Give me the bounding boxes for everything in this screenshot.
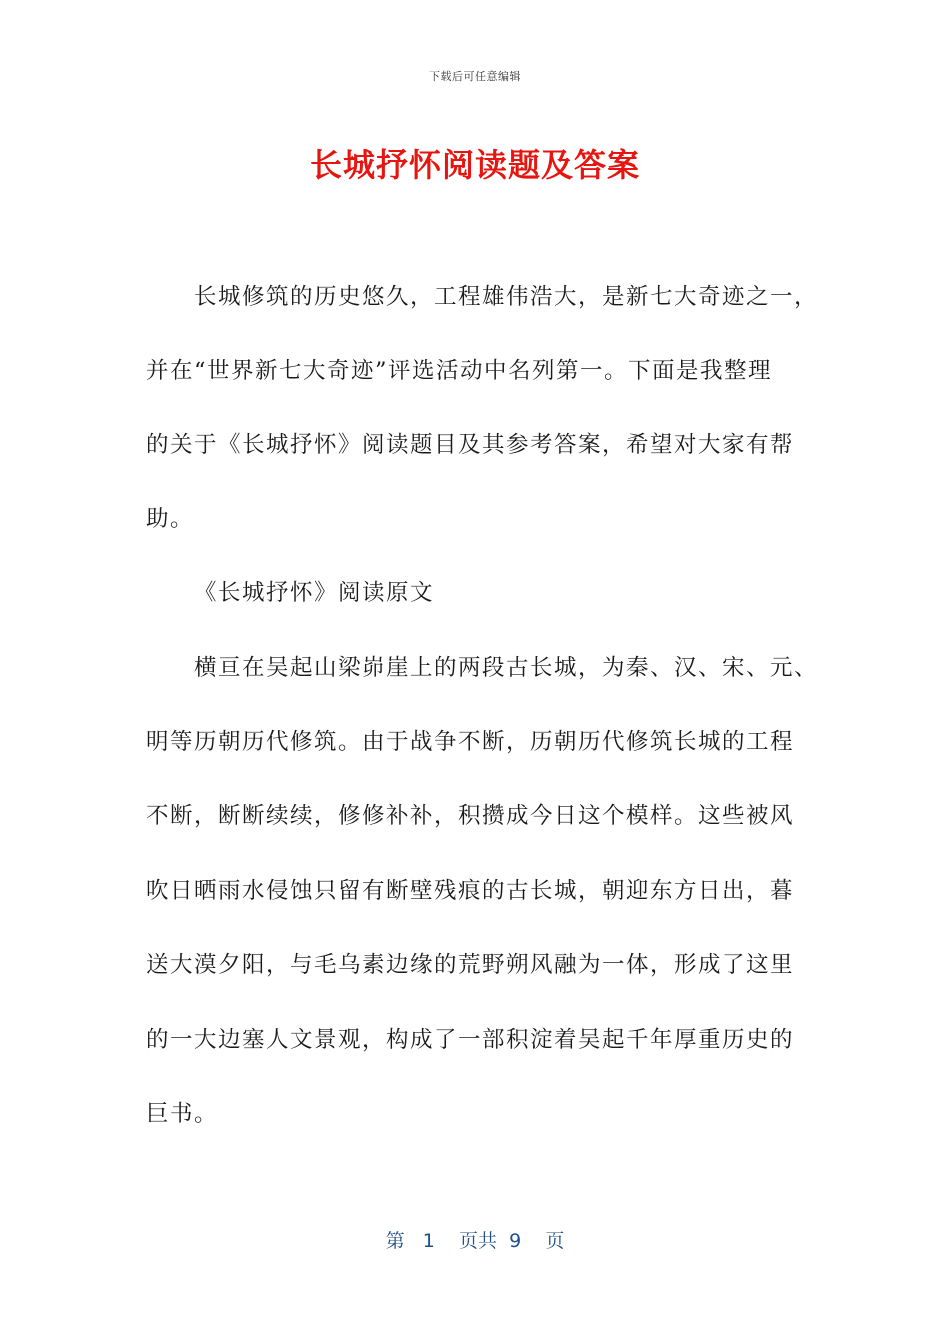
page-number-footer: 第 1 页共 9 页 — [385, 1230, 565, 1252]
paragraph-line: 不断，断断续续，修修补补，积攒成今日这个模样。这些被风 — [146, 803, 795, 829]
paragraph-line: 横亘在吴起山梁峁崖上的两段古长城，为秦、汉、宋、元、 — [194, 655, 819, 681]
document-title: 长城抒怀阅读题及答案 — [309, 146, 640, 184]
header-note: 下载后可任意编辑 — [429, 70, 521, 83]
paragraph-line: 巨书。 — [146, 1101, 219, 1127]
paragraph-line: 送大漠夕阳，与毛乌素边缘的荒野朔风融为一体，形成了这里 — [146, 952, 795, 978]
section-heading: 《长城抒怀》阅读原文 — [194, 580, 435, 606]
paragraph-line: 并在“世界新七大奇迹”评选活动中名列第一。下面是我整理 — [146, 358, 773, 384]
paragraph-line: 长城修筑的历史悠久，工程雄伟浩大，是新七大奇迹之一， — [194, 284, 819, 310]
paragraph-line: 明等历朝历代修筑。由于战争不断，历朝历代修筑长城的工程 — [146, 729, 795, 755]
paragraph-line: 的一大边塞人文景观，构成了一部积淀着吴起千年厚重历史的 — [146, 1027, 795, 1053]
paragraph-line: 助。 — [146, 506, 195, 532]
paragraph-line: 吹日晒雨水侵蚀只留有断壁残痕的古长城，朝迎东方日出，暮 — [146, 878, 795, 904]
paragraph-line: 的关于《长城抒怀》阅读题目及其参考答案，希望对大家有帮 — [146, 432, 795, 458]
